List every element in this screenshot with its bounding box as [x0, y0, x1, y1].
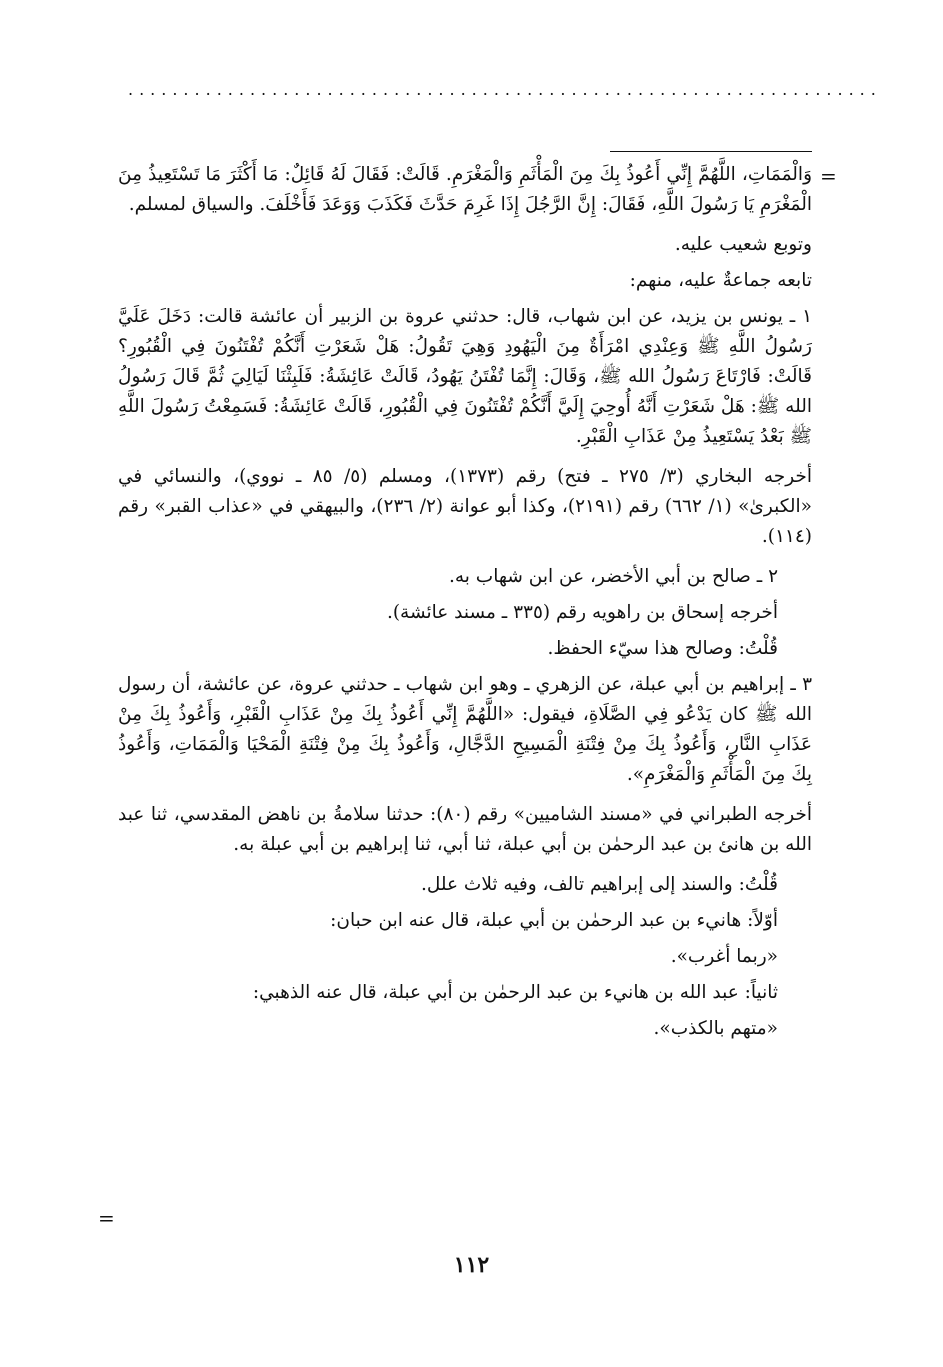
defect-1: أوّلاً: هانيء بن عبد الرحمٰن بن أبي عبلة، قال عنه ابن حبان: — [330, 910, 778, 931]
defect-2-quote: «متهم بالكذب». — [653, 1018, 778, 1039]
narration-3: ٣ ـ إبراهيم بن أبي عبلة، عن الزهري ـ وهو ابن شهاب ـ حدثني عروة، عن عائشة، أن رسول الله ﷺ كان يَدْعُو فِي الصَّلَاةِ، فيقول: «اللَّهُمَّ إِنِّي أَعُوذُ بِكَ مِنْ عَذَابِ الْقَبْرِ، وَأَعُوذُ بِكَ مِنْ عَذَابِ النَّارِ، وَأَعُوذُ بِكَ مِنْ فِتْنَةِ الْمَسِيحِ الدَّجَّالِ، وَأَعُوذُ بِكَ مِنْ فِتْنَةِ الْمَحْيَا وَالْمَمَاتِ، وَأَعُوذُ بِكَ مِنَ الْمَأْثَمِ وَالْمَغْرَمِ». — [118, 674, 812, 785]
page-body — [118, 160, 812, 1050]
narration-1: ١ ـ يونس بن يزيد، عن ابن شهاب، قال: حدثني عروة بن الزبير أن عائشة قالت: دَخَلَ عَلَيَّ رَسُولُ اللَّهِ ﷺ وَعِنْدِي امْرَأَةٌ مِنَ الْيَهُودِ وَهِيَ تَقُولُ: هَلْ شَعَرْتِ أَنَّكُمْ تُفْتَنُونَ فِي الْقُبُورِ؟ قَالَتْ: فَارْتَاعَ رَسُولُ الله ﷺ، وَقَالَ: إِنَّمَا تُفْتَنُ يَهُودُ، قَالَتْ عَائِشَةُ: فَلَبِثْنَا لَيَالِيَ ثُمَّ قَالَ رَسُولُ الله ﷺ: هَلْ شَعَرْتِ أَنَّهُ أُوحِيَ إِلَيَّ أَنَّكُمْ تُفْتَنُونَ فِي الْقُبُورِ، قَالَتْ عَائِشَةُ: فَسَمِعْتُ رَسُولَ اللَّهِ ﷺ بَعْدُ يَسْتَعِيذُ مِنْ عَذَابِ الْقَبْرِ. — [118, 306, 812, 447]
comment-2: قُلْتُ: وصالح هذا سيّء الحفظ. — [547, 638, 778, 659]
header-dotted-line: .................................................................... — [128, 80, 882, 99]
footnote-separator-rule — [610, 151, 812, 152]
hadith-continuation: وَالْمَمَاتِ، اللَّهُمَّ إِنِّي أَعُوذُ بِكَ مِنَ الْمَأْثَمِ وَالْمَغْرَمِ. قَالَتْ: فَقَالَ لَهُ قَائِلٌ: مَا أَكْثَرَ مَا تَسْتَعِيذُ مِنَ الْمَغْرَمِ يَا رَسُولَ اللَّهِ، فَقَالَ: إِنَّ الرَّجُلَ إِذَا غَرِمَ حَدَّثَ فَكَذَبَ وَوَعَدَ فَأَخْلَفَ. والسياق لمسلم. — [118, 164, 812, 215]
takhrij-3: أخرجه الطبراني في «مسند الشاميين» رقم (٨٠): حدثنا سلامةُ بن ناهض المقدسي، ثنا عبد الله بن هانئ بن عبد الرحمٰن بن أبي عبلة، ثنا أبي، ثنا إبراهيم بن أبي عبلة به. — [118, 804, 812, 855]
takhrij-2: أخرجه إسحاق بن راهويه رقم (٣٣٥ ـ مسند عائشة). — [386, 602, 778, 623]
followers-intro: تابعه جماعةٌ عليه، منهم: — [629, 270, 812, 291]
comment-3: قُلْتُ: والسند إلى إبراهيم تالف، وفيه ثلاث علل. — [420, 874, 778, 895]
follow-up-note: وتوبع شعيب عليه. — [674, 234, 812, 255]
continuation-mark-top: = — [820, 164, 837, 188]
page-number: ١١٢ — [453, 1252, 490, 1278]
narration-2: ٢ ـ صالح بن أبي الأخضر، عن ابن شهاب به. — [448, 566, 778, 587]
takhrij-1: أخرجه البخاري (٣/ ٢٧٥ ـ فتح) رقم (١٣٧٣)، ومسلم (٥/ ٨٥ ـ نووي)، والنسائي في «الكبرىٰ» (١/ ٦٦٢) رقم (٢١٩١)، وكذا أبو عوانة (٢/ ٢٣٦)، والبيهقي في «عذاب القبر» رقم (١١٤). — [118, 466, 813, 547]
continuation-mark-bottom: = — [98, 1206, 115, 1230]
defect-2: ثانياً: عبد الله بن هانيء بن عبد الرحمٰن بن أبي عبلة، قال عنه الذهبي: — [252, 982, 778, 1003]
defect-1-quote: «ربما أغرب». — [670, 946, 778, 967]
